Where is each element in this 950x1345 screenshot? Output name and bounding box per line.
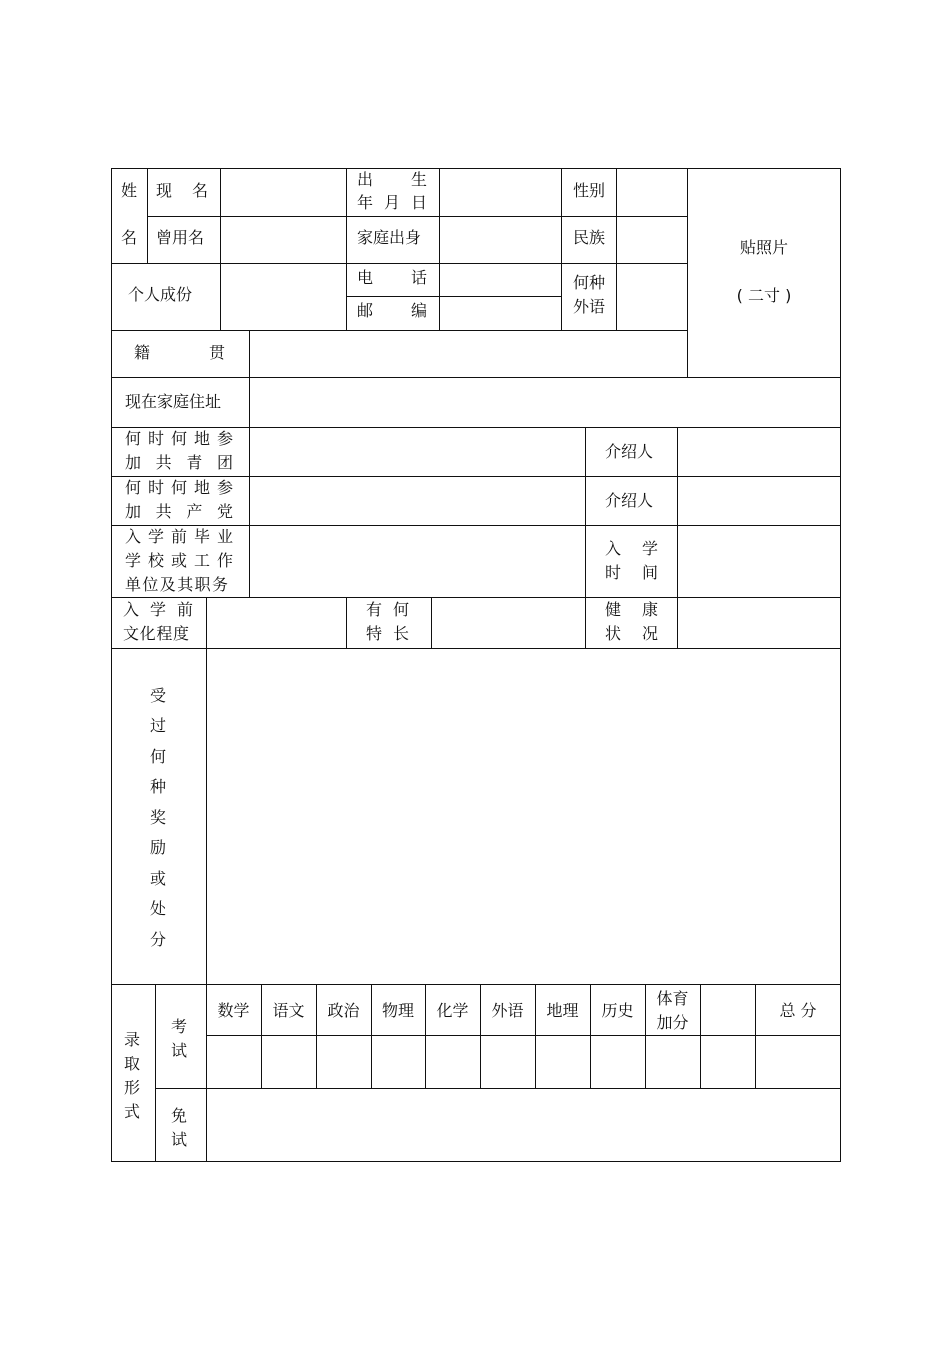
awards-char: 分 xyxy=(149,930,166,949)
label-party-line2: 加 共 产 党 xyxy=(125,502,233,521)
label-family-origin: 家庭出身 xyxy=(357,228,422,247)
label-specialty-line1: 有 何 xyxy=(366,600,409,619)
party-field[interactable] xyxy=(250,477,585,525)
label-prior-school-line1: 入 学 前 毕 业 xyxy=(125,527,233,546)
postcode-field[interactable] xyxy=(440,297,561,330)
label-exam-char: 考 xyxy=(170,1017,187,1036)
admission-char: 形 xyxy=(123,1078,140,1097)
awards-punishments-field[interactable] xyxy=(207,649,840,984)
admission-char: 录 xyxy=(123,1030,140,1049)
ethnicity-field[interactable] xyxy=(617,217,687,263)
label-education-line1: 入 学 前 xyxy=(123,600,193,619)
label-prior-school-line2: 学 校 或 工 作 xyxy=(125,551,233,570)
rule xyxy=(111,263,688,264)
personal-status-field[interactable] xyxy=(221,264,346,330)
birth-date-field[interactable] xyxy=(440,169,561,216)
rule xyxy=(561,168,562,330)
label-specialty-line2: 特 长 xyxy=(366,624,409,643)
awards-char: 或 xyxy=(149,869,166,888)
label-birth-line1: 出 生 xyxy=(357,170,427,189)
prior-school-field[interactable] xyxy=(250,526,585,597)
subject-header: 外语 xyxy=(491,1001,524,1020)
rule xyxy=(147,168,148,263)
admission-char: 式 xyxy=(123,1102,140,1121)
label-youth-league-line1: 何 时 何 地 参 xyxy=(125,429,233,448)
rule xyxy=(346,168,347,330)
rule xyxy=(111,1161,841,1162)
label-former-name: 曾用名 xyxy=(156,228,205,247)
pe-bonus-line2: 加分 xyxy=(656,1013,689,1032)
total-score-header: 总 分 xyxy=(779,1001,817,1020)
label-native-place: 籍 贯 xyxy=(134,343,225,362)
label-health-line1: 健 康 xyxy=(605,600,658,619)
awards-char: 受 xyxy=(149,686,166,705)
awards-char: 过 xyxy=(149,716,166,735)
score-total-field[interactable] xyxy=(756,1036,840,1088)
subject-header: 数学 xyxy=(217,1001,250,1020)
label-photo-line1: 贴照片 xyxy=(739,238,788,257)
score-blank-field[interactable] xyxy=(701,1036,755,1088)
rule xyxy=(346,597,347,648)
label-photo-line2: ( 二寸 ) xyxy=(736,286,792,305)
label-exam-char: 试 xyxy=(170,1041,187,1060)
score-chemistry-field[interactable] xyxy=(426,1036,480,1088)
label-language-line2: 外语 xyxy=(573,297,606,316)
rule xyxy=(111,984,841,985)
youth-league-field[interactable] xyxy=(250,428,585,476)
label-postcode: 邮 编 xyxy=(357,301,427,320)
label-current-name: 现 名 xyxy=(156,181,208,200)
label-personal-status: 个人成份 xyxy=(128,285,193,304)
label-introducer-2: 介绍人 xyxy=(605,491,654,510)
phone-field[interactable] xyxy=(440,264,561,296)
awards-char: 何 xyxy=(149,747,166,766)
label-youth-league-line2: 加 共 青 团 xyxy=(125,453,233,472)
label-language-line1: 何种 xyxy=(573,273,606,292)
admission-char: 取 xyxy=(123,1054,140,1073)
label-enroll-time-line2: 时 间 xyxy=(605,563,658,582)
awards-char: 处 xyxy=(149,899,166,918)
label-introducer-1: 介绍人 xyxy=(605,442,654,461)
score-pe-bonus-field[interactable] xyxy=(646,1036,700,1088)
rule xyxy=(111,168,112,1162)
label-birth-line2: 年 月 日 xyxy=(357,193,427,212)
score-math-field[interactable] xyxy=(207,1036,261,1088)
subject-header: 地理 xyxy=(546,1001,579,1020)
education-level-field[interactable] xyxy=(207,598,346,648)
subject-header: 化学 xyxy=(436,1001,469,1020)
label-name-char: 名 xyxy=(121,228,138,247)
awards-char: 励 xyxy=(149,838,166,857)
home-address-field[interactable] xyxy=(250,378,840,427)
score-history-field[interactable] xyxy=(591,1036,645,1088)
gender-field[interactable] xyxy=(617,169,687,216)
label-enroll-time-line1: 入 学 xyxy=(605,539,658,558)
label-surname-char: 姓 xyxy=(121,181,138,200)
score-politics-field[interactable] xyxy=(317,1036,371,1088)
family-origin-field[interactable] xyxy=(440,217,561,263)
enroll-time-field[interactable] xyxy=(678,526,840,597)
subject-header: 历史 xyxy=(601,1001,634,1020)
native-place-field[interactable] xyxy=(250,331,687,377)
specialty-field[interactable] xyxy=(432,598,585,648)
score-chinese-field[interactable] xyxy=(262,1036,316,1088)
score-foreign-language-field[interactable] xyxy=(481,1036,535,1088)
label-ethnicity: 民族 xyxy=(573,228,606,247)
exam-exempt-field[interactable] xyxy=(207,1089,840,1161)
label-party-line1: 何 时 何 地 参 xyxy=(125,478,233,497)
label-education-line2: 文化程度 xyxy=(123,624,189,643)
label-home-address: 现在家庭住址 xyxy=(125,392,222,411)
label-gender: 性别 xyxy=(573,181,606,200)
subject-header: 物理 xyxy=(381,1001,414,1020)
foreign-language-field[interactable] xyxy=(617,264,687,330)
label-health-line2: 状 况 xyxy=(605,624,658,643)
current-name-field[interactable] xyxy=(221,169,346,216)
awards-char: 奖 xyxy=(149,808,166,827)
subject-header: 语文 xyxy=(272,1001,305,1020)
pe-bonus-line1: 体育 xyxy=(656,989,689,1008)
rule xyxy=(585,427,586,648)
photo-box xyxy=(688,169,840,377)
introducer-2-field[interactable] xyxy=(678,477,840,525)
introducer-1-field[interactable] xyxy=(678,428,840,476)
score-physics-field[interactable] xyxy=(372,1036,425,1088)
subject-header: 政治 xyxy=(327,1001,360,1020)
former-name-field[interactable] xyxy=(221,217,346,263)
rule xyxy=(155,984,156,1162)
score-geography-field[interactable] xyxy=(536,1036,590,1088)
label-exempt-char: 试 xyxy=(170,1130,187,1149)
label-prior-school-line3: 单位及其职务 xyxy=(125,575,228,594)
label-exempt-char: 免 xyxy=(170,1106,187,1125)
label-phone: 电 话 xyxy=(357,268,427,287)
health-field[interactable] xyxy=(678,598,840,648)
awards-char: 种 xyxy=(149,777,166,796)
